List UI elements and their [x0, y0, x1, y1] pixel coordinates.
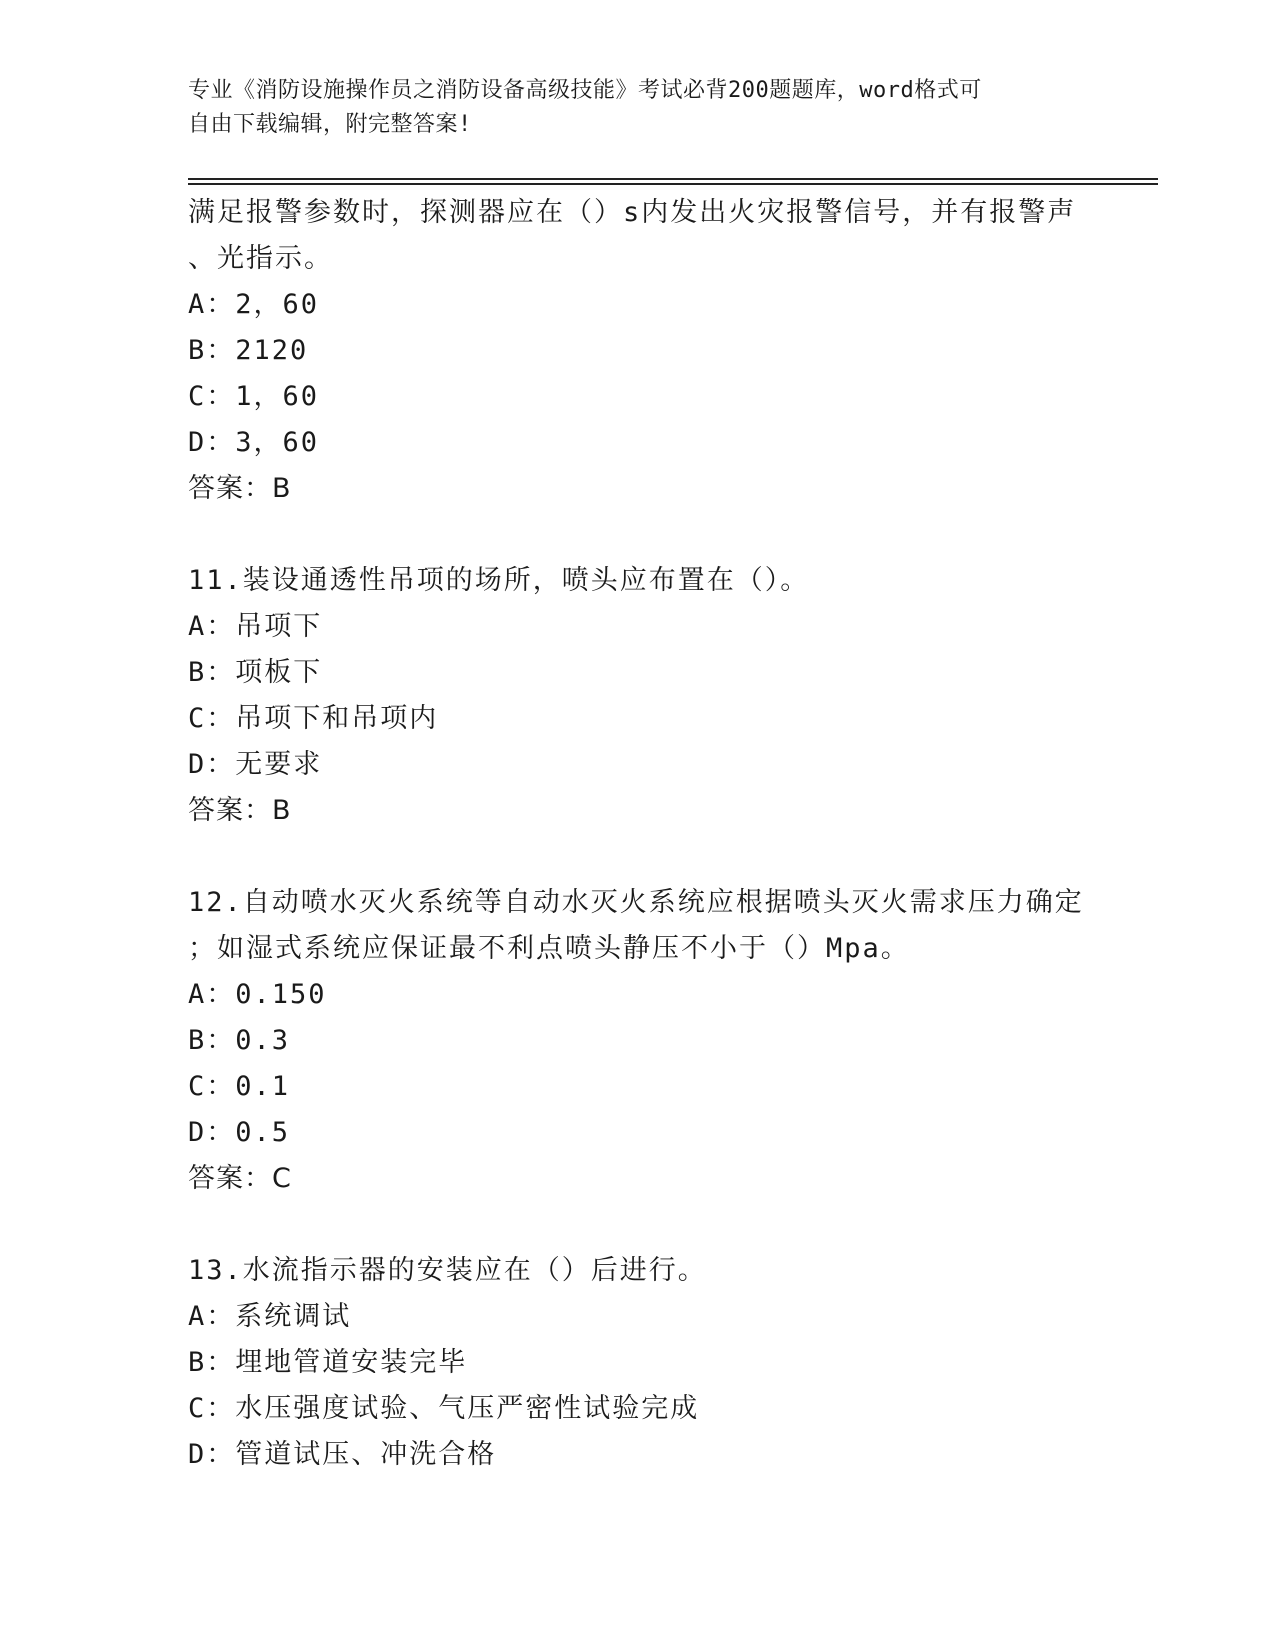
option-b: B：埋地管道安装完毕	[188, 1347, 468, 1378]
option-b: B：项板下	[188, 657, 323, 688]
option-c: C：吊项下和吊项内	[188, 703, 439, 734]
answer-line: 答案：C	[188, 1163, 292, 1194]
question-stem-line: ；如湿式系统应保证最不利点喷头静压不小于（）Mpa。	[188, 933, 910, 964]
option-d: D：管道试压、冲洗合格	[188, 1439, 497, 1470]
option-d: D：无要求	[188, 749, 323, 780]
spacer	[188, 1202, 1088, 1248]
question-stem-line: 12.自动喷水灭火系统等自动水灭火系统应根据喷头灭火需求压力确定	[188, 887, 1084, 918]
question-11	[188, 558, 1088, 834]
header-line-2: 自由下载编辑，附完整答案!	[188, 112, 472, 137]
question-stem-line: 、光指示。	[188, 243, 333, 274]
option-c: C：0.1	[188, 1071, 291, 1102]
option-a: A：0.150	[188, 979, 327, 1010]
spacer	[188, 512, 1088, 558]
question-10	[188, 190, 1088, 512]
header-line-1: 专业《消防设施操作员之消防设备高级技能》考试必背200题题库，word格式可	[188, 78, 982, 103]
option-d: D：3，60	[188, 427, 320, 458]
question-stem-line: 11.装设通透性吊项的场所，喷头应布置在（）。	[188, 565, 810, 596]
option-a: A：系统调试	[188, 1301, 352, 1332]
document-header	[188, 74, 1088, 142]
question-13	[188, 1248, 1088, 1478]
option-b: B：2120	[188, 335, 309, 366]
option-a: A：吊项下	[188, 611, 323, 642]
option-b: B：0.3	[188, 1025, 291, 1056]
answer-line: 答案：B	[188, 795, 292, 826]
option-d: D：0.5	[188, 1117, 291, 1148]
question-stem-line: 13.水流指示器的安装应在（）后进行。	[188, 1255, 707, 1286]
answer-line: 答案：B	[188, 473, 292, 504]
option-c: C：水压强度试验、气压严密性试验完成	[188, 1393, 700, 1424]
option-c: C：1，60	[188, 381, 320, 412]
spacer	[188, 834, 1088, 880]
question-12	[188, 880, 1088, 1202]
header-divider-bottom	[188, 183, 1158, 185]
option-a: A：2，60	[188, 289, 320, 320]
question-list	[188, 190, 1088, 1478]
header-divider-top	[188, 178, 1158, 180]
question-stem-line: 满足报警参数时，探测器应在（）s内发出火灾报警信号，并有报警声	[188, 197, 1077, 228]
